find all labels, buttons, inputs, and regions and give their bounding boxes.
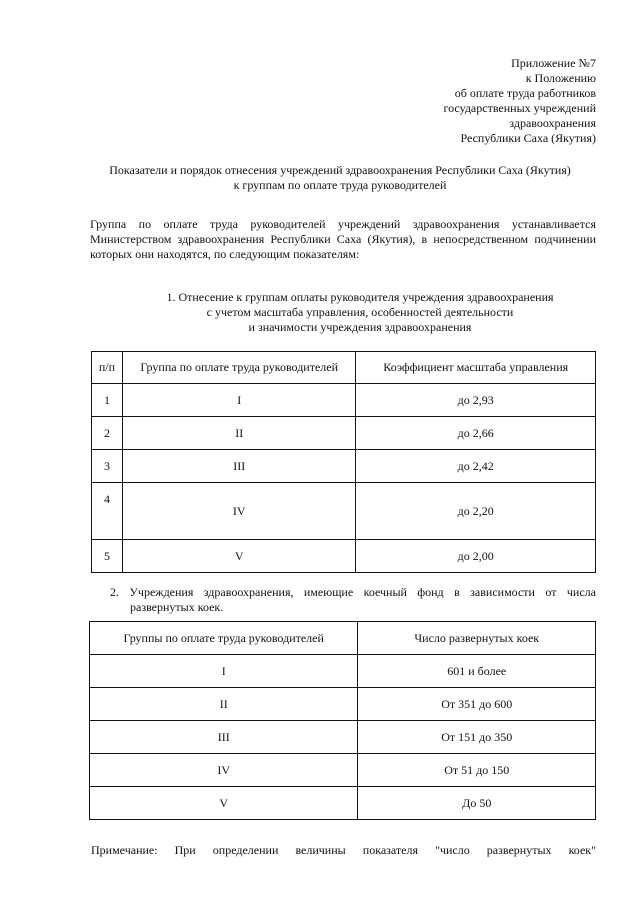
table-row bbox=[92, 417, 596, 450]
section-1-heading bbox=[120, 290, 600, 335]
group-cell: V bbox=[90, 787, 358, 820]
coefficient-cell: до 2,93 bbox=[356, 384, 596, 417]
row-number: 4 bbox=[92, 483, 123, 540]
table-row bbox=[90, 688, 596, 721]
coefficient-cell: до 2,66 bbox=[356, 417, 596, 450]
table-row bbox=[90, 787, 596, 820]
bed-count-cell: От 151 до 350 bbox=[358, 721, 596, 754]
bed-count-cell: До 50 bbox=[358, 787, 596, 820]
bed-count-cell: 601 и более bbox=[358, 655, 596, 688]
section-1-line-3: и значимости учреждения здравоохранения bbox=[248, 320, 472, 334]
section-1-line-1: 1. Отнесение к группам оплаты руководителя учреждения здравоохранения bbox=[166, 290, 554, 304]
row-number: 3 bbox=[92, 450, 123, 483]
intro-paragraph: Группа по оплате труда руководителей учреждений здравоохранения устанавливается Министерством здравоохранения Республики Саха (Якутия), в непосредственном подчинении которых они находятся, по следующим показателям: bbox=[90, 217, 596, 261]
table-row bbox=[92, 450, 596, 483]
attachment-header bbox=[443, 56, 596, 146]
section-2-heading bbox=[110, 585, 596, 615]
group-cell: II bbox=[90, 688, 358, 721]
document-title bbox=[60, 163, 620, 193]
group-cell: III bbox=[90, 721, 358, 754]
coefficient-cell: до 2,20 bbox=[356, 483, 596, 540]
table-row bbox=[92, 384, 596, 417]
group-cell: III bbox=[122, 450, 356, 483]
group-cell: IV bbox=[122, 483, 356, 540]
bed-count-cell: От 351 до 600 bbox=[358, 688, 596, 721]
attachment-line: государственных учреждений bbox=[443, 101, 596, 115]
group-cell: V bbox=[122, 540, 356, 573]
title-line-1: Показатели и порядок отнесения учреждений здравоохранения Республики Саха (Якутия) bbox=[109, 163, 571, 177]
header-cell: Коэффициент масштаба управления bbox=[356, 352, 596, 384]
section-1-line-2: с учетом масштаба управления, особенностей деятельности bbox=[206, 305, 514, 319]
title-line-2: к группам по оплате труда руководителей bbox=[233, 178, 447, 192]
attachment-line: об оплате труда работников bbox=[454, 86, 596, 100]
table-header-row bbox=[92, 352, 596, 384]
group-cell: II bbox=[122, 417, 356, 450]
scale-coefficient-table bbox=[91, 351, 596, 573]
note-paragraph: Примечание: При определении величины показателя "число развернутых коек" bbox=[91, 843, 596, 857]
coefficient-cell: до 2,00 bbox=[356, 540, 596, 573]
bed-count-cell: От 51 до 150 bbox=[358, 754, 596, 787]
header-cell: Число развернутых коек bbox=[358, 622, 596, 655]
table-row bbox=[90, 721, 596, 754]
row-number: 2 bbox=[92, 417, 123, 450]
group-cell: I bbox=[122, 384, 356, 417]
attachment-line: здравоохранения bbox=[509, 116, 596, 130]
row-number: 1 bbox=[92, 384, 123, 417]
group-cell: I bbox=[90, 655, 358, 688]
header-cell: Группы по оплате труда руководителей bbox=[90, 622, 358, 655]
attachment-line: к Положению bbox=[525, 71, 596, 85]
table-header-row bbox=[90, 622, 596, 655]
table-row bbox=[90, 655, 596, 688]
bed-count-table bbox=[89, 621, 596, 820]
table-row bbox=[90, 754, 596, 787]
coefficient-cell: до 2,42 bbox=[356, 450, 596, 483]
header-cell: п/п bbox=[92, 352, 123, 384]
attachment-line: Приложение №7 bbox=[511, 56, 596, 70]
attachment-line: Республики Саха (Якутия) bbox=[460, 131, 596, 145]
header-cell: Группа по оплате труда руководителей bbox=[122, 352, 356, 384]
section-2-line-1: 2. Учреждения здравоохранения, имеющие коечный фонд в зависимости от числа bbox=[110, 585, 596, 599]
section-2-line-2: развернутых коек. bbox=[130, 600, 224, 614]
table-row bbox=[92, 540, 596, 573]
group-cell: IV bbox=[90, 754, 358, 787]
table-row bbox=[92, 483, 596, 540]
row-number: 5 bbox=[92, 540, 123, 573]
